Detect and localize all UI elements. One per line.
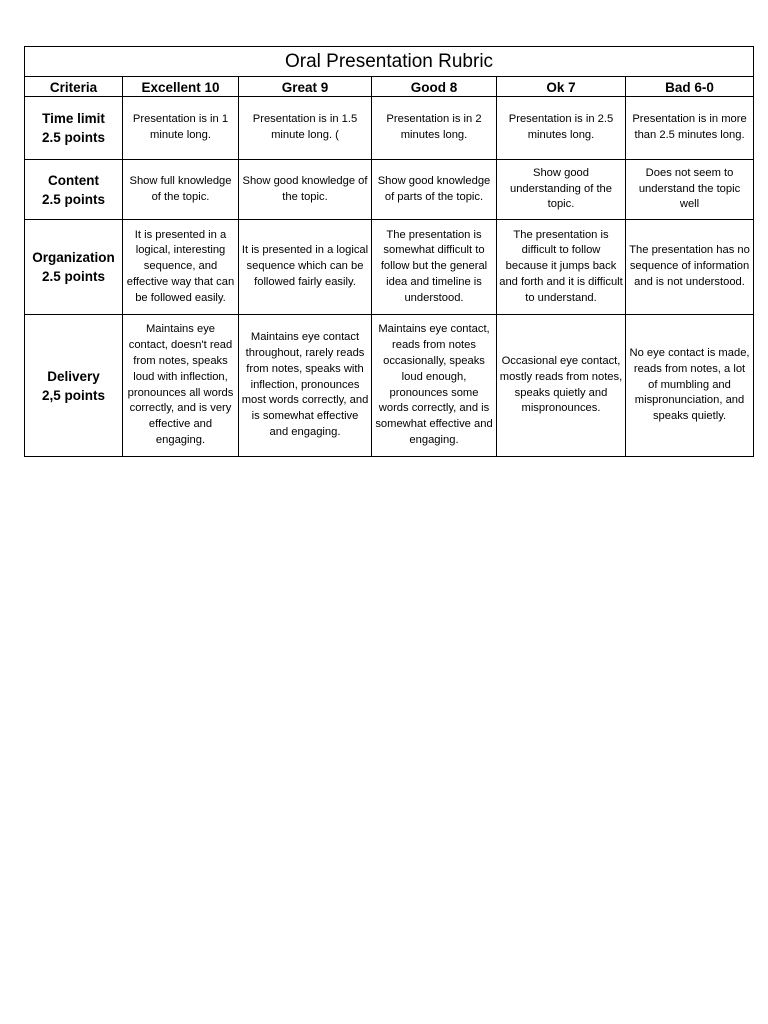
column-header-great: Great 9 [239,77,372,97]
rubric-cell-good: The presentation is somewhat difficult to follow but the general idea and timeline is understood. [372,220,497,315]
rubric-cell-excellent: Show full knowledge of the topic. [123,160,239,220]
rubric-cell-ok: Occasional eye contact, mostly reads from notes, speaks quietly and mispronounces. [497,315,626,457]
rubric-cell-excellent: Maintains eye contact, doesn't read from notes, speaks loud with inflection, pronounces all words correctly, and is very effective and engaging. [123,315,239,457]
rubric-cell-bad: Presentation is in more than 2.5 minutes long. [626,97,754,160]
criterion-points: 2,5 points [41,387,105,403]
column-header-excellent: Excellent 10 [123,77,239,97]
column-header-criteria: Criteria [25,77,123,97]
rubric-cell-bad: The presentation has no sequence of information and is not understood. [626,220,754,315]
rubric-cell-ok: Show good understanding of the topic. [497,160,626,220]
rubric-cell-good: Maintains eye contact, reads from notes occasionally, speaks loud enough, pronounces some words correctly, and is somewhat effective and engaging. [372,315,497,457]
rubric-cell-bad: Does not seem to understand the topic well [626,160,754,220]
rubric-cell-good: Presentation is in 2 minutes long. [372,97,497,160]
column-header-bad: Bad 6-0 [626,77,754,97]
table-row-delivery [25,315,754,457]
rubric-cell-ok: Presentation is in 2.5 minutes long. [497,97,626,160]
column-header-good: Good 8 [372,77,497,97]
rubric-table [24,46,754,457]
table-row-organization [25,220,754,315]
criterion-cell [25,315,123,457]
column-header-ok: Ok 7 [497,77,626,97]
rubric-cell-bad: No eye contact is made, reads from notes, a lot of mumbling and mispronunciation, and speaks quietly. [626,315,754,457]
rubric-cell-ok: The presentation is difficult to follow because it jumps back and forth and it is difficult to understand. [497,220,626,315]
criterion-points: 2.5 points [41,269,105,284]
rubric-cell-good: Show good knowledge of parts of the topic. [372,160,497,220]
title-row [25,47,754,77]
criterion-cell [25,220,123,315]
criterion-name: Organization [32,250,115,265]
table-row-content [25,160,754,220]
rubric-cell-great: Presentation is in 1.5 minute long. ( [239,97,372,160]
rubric-cell-great: Show good knowledge of the topic. [239,160,372,220]
criterion-points: 2.5 points [41,191,105,207]
criterion-cell [25,160,123,220]
table-row-time-limit [25,97,754,160]
criterion-cell [25,97,123,160]
criterion-points: 2.5 points [41,130,105,145]
criterion-name: Content [48,172,99,188]
rubric-cell-great: Maintains eye contact throughout, rarely reads from notes, speaks with inflection, pronounces most words correctly, and is somewhat effective and engaging. [239,315,372,457]
rubric-cell-great: It is presented in a logical sequence which can be followed fairly easily. [239,220,372,315]
page-title: Oral Presentation Rubric [25,47,754,77]
header-row [25,77,754,97]
rubric-cell-excellent: Presentation is in 1 minute long. [123,97,239,160]
criterion-name: Time limit [42,111,105,126]
rubric-cell-excellent: It is presented in a logical, interesting sequence, and effective way that can be followed easily. [123,220,239,315]
criterion-name: Delivery [47,368,100,384]
